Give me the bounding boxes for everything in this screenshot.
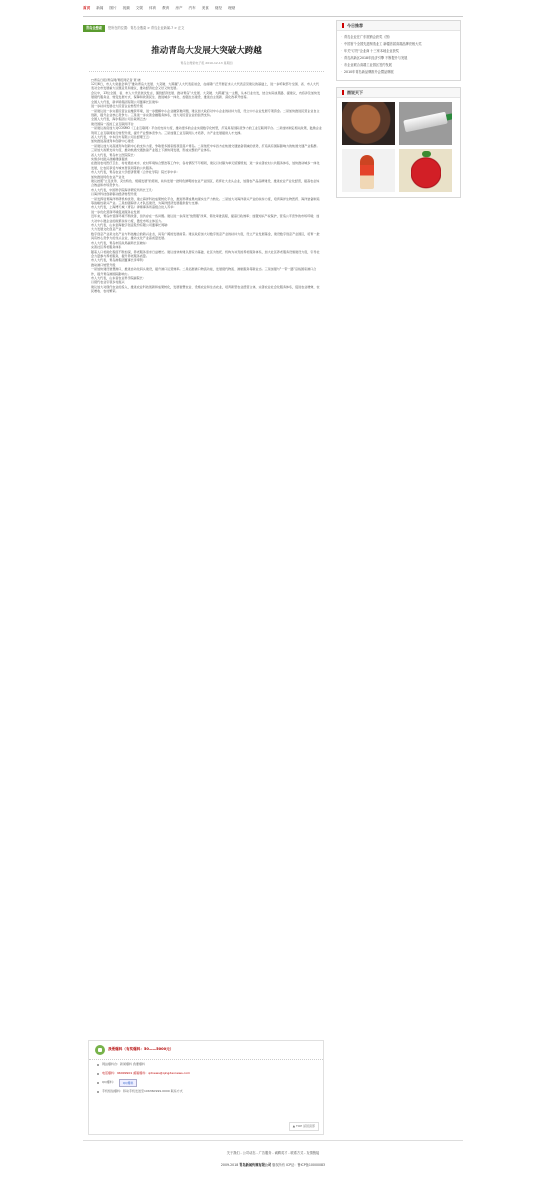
article-paragraph: 以海洋科技创新驱动经济转型升级 <box>91 192 137 197</box>
article-paragraph: □青岛日报/青岛网/青报网记者 贾 晓 <box>91 77 141 82</box>
article-paragraph: 实施乡村振兴战略健康提质 <box>91 156 128 161</box>
article-paragraph: 以现代农业引领乡村振兴 <box>91 280 125 285</box>
article-paragraph: 会议中，13位全国、省、市人大代表依次发言，围绕经济发展、推动青岛"大发展、大突破、大跨越"这一主题，从本行业出发，结合实际谈思路、提建议，内容涉及加快发展现代服务业、转变发展方式、保障和改善民生、推进城乡一体化、加强生态建设、推进自主创新、深化改革开放等。 <box>91 90 321 100</box>
article-paragraph: 进一步扶持发展壮大民营企业转型升级 <box>91 104 143 109</box>
article-paragraph: 全国人大代表，海尔集团公司总裁周云杰： <box>91 117 149 122</box>
breadcrumb <box>83 24 328 33</box>
article-paragraph: 一是建议政府加大对COSMO（工业互联网）平台的支持力度，推动更多的企业实现数字化转型，打造具有国际竞争力的工业互联网平台。二是加快制定相关政策，鼓励企业利用工业互联网进行转型升级，提升产业整体竞争力。三是加强工业互联网人才培养，为产业发展提供人才支撑。 <box>91 126 322 135</box>
picture-item[interactable] <box>399 102 452 145</box>
article-paragraph: 完善社区养老服务体系 <box>91 245 122 250</box>
article-paragraph: 一是发挥驻青海洋科研机构优势，建立海洋科技成果转化平台，推进科研成果向现实生产力转化。二是加大对海洋新兴产业的扶持力度，培育海洋生物医药、海洋装备制造等战略性新兴产业。三是加强海洋人才队伍建设，为海洋经济发展提供智力支撑。 <box>91 196 320 206</box>
tip-off-sms: 手机短信爆料：移动手机发送至106360999.0000 联系方式 <box>102 1089 183 1093</box>
footer-divider <box>83 1140 463 1141</box>
bullet-icon <box>97 1073 99 1075</box>
article-paragraph: 市人大代表，山东省农业科学院副院长： <box>91 275 146 280</box>
nav-item[interactable]: 美食 <box>201 6 209 10</box>
lipstick-photo[interactable] <box>342 149 395 192</box>
recommend-item[interactable]: · 市企业联合高端工业园区签约发展 <box>341 62 456 69</box>
recommend-item[interactable]: · 青岛企业在广东展销会获奖（图） <box>341 34 456 41</box>
tip-off-title: 我要爆料（有奖爆料：50——5000元） <box>108 1047 174 1052</box>
article-container <box>83 36 330 1136</box>
article-paragraph: 数字创意产业是文化产业与科技融合的新兴业态，具有广阔的发展前景。建议政府加大对数字创意产业的扶持力度，设立产业发展基金，建设数字创意产业园区，培育一批具有核心竞争力的龙头企业，推动文化产业高质量发展。 <box>91 231 320 241</box>
article-paragraph: 加快推进高速列车创新中心建设 <box>91 139 134 144</box>
breadcrumb-text[interactable]: 您所在的位置：青岛全搜索 > 青岛企业新闻-7 > 正文 <box>107 26 185 31</box>
tip-off-box <box>88 1040 324 1135</box>
article-body <box>83 78 330 294</box>
nav-item[interactable]: 教育 <box>162 6 170 10</box>
nav-item[interactable]: 财经 <box>214 6 223 10</box>
nav-item[interactable]: 新闻 <box>96 6 104 10</box>
tip-off-row <box>89 1078 323 1087</box>
tip-off-icon <box>95 1045 105 1055</box>
bullet-icon <box>97 1064 99 1066</box>
copyright-years: 2009-2018 <box>220 1163 239 1167</box>
picture-item[interactable] <box>399 149 452 192</box>
article-paragraph: 一是建议进一步完善民营企业融资环境，进一步缓解中小企业融资难问题，建议加大政府对中小企业的扶持力度，设立中小企业发展专项资金。二是加快推进民营企业自主创新，提升企业核心竞争力。三是进一步完善金融服务体系，加大对民营企业的信贷支持。 <box>91 108 320 117</box>
site-tag[interactable]: 青岛全搜索 <box>83 25 105 32</box>
nav-item[interactable]: 视频 <box>122 6 130 10</box>
article-paragraph: 市人大代表，山东金海数字创意股份有限公司董事长周敏： <box>91 223 171 228</box>
tip-off-row <box>89 1087 323 1096</box>
nav-item[interactable]: 理财 <box>228 6 236 10</box>
article-paragraph: 市人大代表，上海博天城（青岛）律师事务所高级合伙人苏华： <box>91 205 177 210</box>
bullet-icon <box>97 1091 99 1093</box>
article-meta: 青岛全搜索电子报 2010-12-13 星期四 <box>180 61 233 66</box>
copyright-company: 青岛新闻传媒有限公司 <box>239 1163 272 1167</box>
article-paragraph: 在推进农村医疗卫生、村村通自来水、农村环境综合整治等工作中，各村情况不尽相同，建议以村镇为单元统筹规划，进一步完善农村公共服务体系，加快推动城乡一体化发展，让农民享受与城市居民同等的公共服务。 <box>91 161 320 170</box>
article-paragraph: 市人大代表，中国科学院海洋研究所所长王凡： <box>91 187 155 192</box>
recommend-list <box>341 34 456 76</box>
article-paragraph: 加快推进特色农业产业化 <box>91 174 125 179</box>
article-paragraph: 大力发展文化创意产业 <box>91 227 122 232</box>
picture-grid <box>337 98 460 197</box>
article-paragraph: 建议按照"立足优势、突出特色、规模发展"的原则，扶持发展一批特色鲜明的农业产业园区，培育壮大龙头企业，加强农产品品牌建设，推进农业产业化经营，提高农业综合效益和市场竞争力。 <box>91 179 320 188</box>
footer-copyright <box>83 1163 463 1168</box>
recommend-title: 今日推荐 <box>337 21 460 31</box>
article-paragraph: 省人大代表，中车四方有限公司总经理王云： <box>91 134 152 139</box>
qq-button[interactable]: QQ爆料 <box>119 1079 138 1087</box>
top-divider <box>83 16 463 17</box>
article-paragraph: 市人大代表，青岛市民政局副局长张晓东： <box>91 240 149 245</box>
pictures-box <box>336 87 461 198</box>
article-paragraph: 省人大代表，青岛市立医院院长： <box>91 152 137 157</box>
recommend-item[interactable]: · 2010年青岛新品牌推介会暨品牌展 <box>341 69 456 76</box>
article-title: 推动青岛大发展大突破大跨越 <box>151 46 262 56</box>
tip-off-row <box>89 1060 323 1069</box>
bullet-icon <box>97 1082 99 1084</box>
picture-item[interactable] <box>342 102 395 145</box>
article-paragraph: 一是加快建设智慧港口，推进自动化码头建设，提升港口运营效率。二是拓展港口物流功能，发展现代物流、港航服务等新业态。三是加强与"一带一路"沿线国家港口合作，提升青岛港国际影响力。 <box>91 267 317 276</box>
nav-item[interactable]: 图片 <box>109 6 117 10</box>
nav-item[interactable]: 文娱 <box>135 6 143 10</box>
tip-off-phone[interactable]: 电话爆料：96999901 邮箱爆料：qdnews@qingdaonews.com <box>102 1071 191 1075</box>
article-paragraph: 随着人口老龄化程度不断加深，养老服务需求日益增长。建议加快构建以居家为基础、社区为依托、机构为补充的养老服务体系，加大社区养老服务设施建设力度，引导社会力量参与养老服务，提升养老服务质量。 <box>91 249 320 258</box>
article-paragraph: 12月6日，市人大常委会举行"推动青岛大发展、大突破、大跨越"人大代表座谈会，在前期广泛开展征求人大代表意见建议的基础上，进一步听取部分全国、省、市人大代表对全市发展重大议题意见和建议，推动经济社会又好又快发展。 <box>91 82 320 91</box>
article-paragraph: 全国人大代表，新华锦集团有限公司董事长张建华： <box>91 99 162 104</box>
pictures-title: 图说天下 <box>337 88 460 98</box>
portrait-photo[interactable] <box>342 102 395 145</box>
tip-off-row <box>89 1069 323 1078</box>
article-paragraph: 近年来，青岛市营商环境不断改善，但仍存在一些问题。建议进一步深化"放管服"改革，简化审批流程，提高行政效率；加强知识产权保护，营造公平竞争的市场环境；加大对中小微企业的政策扶持力度，激发市场主体活力。 <box>91 214 320 223</box>
tip-off-web[interactable]: 网站爆料台：新闻爆料 我要爆料 <box>102 1062 145 1066</box>
back-to-top-button[interactable]: ▲ TOP 返回顶部 <box>289 1122 319 1131</box>
tip-off-qq-label: QQ爆料： <box>102 1080 116 1084</box>
nav-item[interactable]: 房产 <box>175 6 183 10</box>
copyright-icp: 版权所有 ICP证：鲁ICP备10000083 <box>272 1163 326 1167</box>
nav-item[interactable]: 首页 <box>83 6 91 10</box>
article-paragraph: 一是建议加大对高速列车创新中心的支持力度，争取更多国家级项目落户青岛。二是依托中车四方在轨道交通装备领域的优势，打造具有国际影响力的轨道交通产业集群。三是加大政策支持力度，推动轨道交通装备产业链上下游协同发展，形成完整的产业体系。 <box>91 143 320 153</box>
recommend-item[interactable]: · 年关"订货"企业商 十三家本地企业获奖 <box>341 48 456 55</box>
tip-off-header <box>89 1041 323 1060</box>
toothpaste-photo[interactable] <box>399 102 452 145</box>
recommend-box <box>336 20 461 81</box>
footer-links[interactable]: 关于我们 - 公司动态 - 广告服务 - 诚聘英才 - 联系方式 - 友情链接 <box>226 1151 320 1155</box>
top-navigation <box>83 6 463 14</box>
recommend-item[interactable]: · 青岛高新区2018年经济引擎 不断提升与发展 <box>341 55 456 62</box>
article-paragraph: 市人大代表，青岛港集团董事长李奉利： <box>91 258 146 263</box>
article-paragraph: 推动港口转型升级 <box>91 262 116 267</box>
article-paragraph: 市人大代表，青岛农业大学经济管理（合作社学院）院长李中华： <box>91 170 180 175</box>
article-paragraph: 建设国际一流的工业互联网平台 <box>91 121 134 126</box>
sidebar <box>336 20 461 204</box>
recommend-item[interactable]: · 中国首个全国先进制造业工 新疆首届高端品牌亮相大奖 <box>341 41 456 48</box>
nav-item[interactable]: 体育 <box>148 6 157 10</box>
meta-divider <box>89 71 324 72</box>
article-paragraph: 进一步优化营商环境促进服务业发展 <box>91 209 140 214</box>
article-paragraph: 建议加大对现代农业的投入，推进农业科技创新和成果转化，发展智慧农业、设施农业和生态农业，培育新型农业经营主体，完善农业社会化服务体系，促进农业增效、农民增收、农村繁荣。 <box>91 284 320 294</box>
picture-item[interactable] <box>342 149 395 192</box>
nav-item[interactable]: 汽车 <box>188 6 196 10</box>
strawberry-photo[interactable] <box>399 149 452 192</box>
